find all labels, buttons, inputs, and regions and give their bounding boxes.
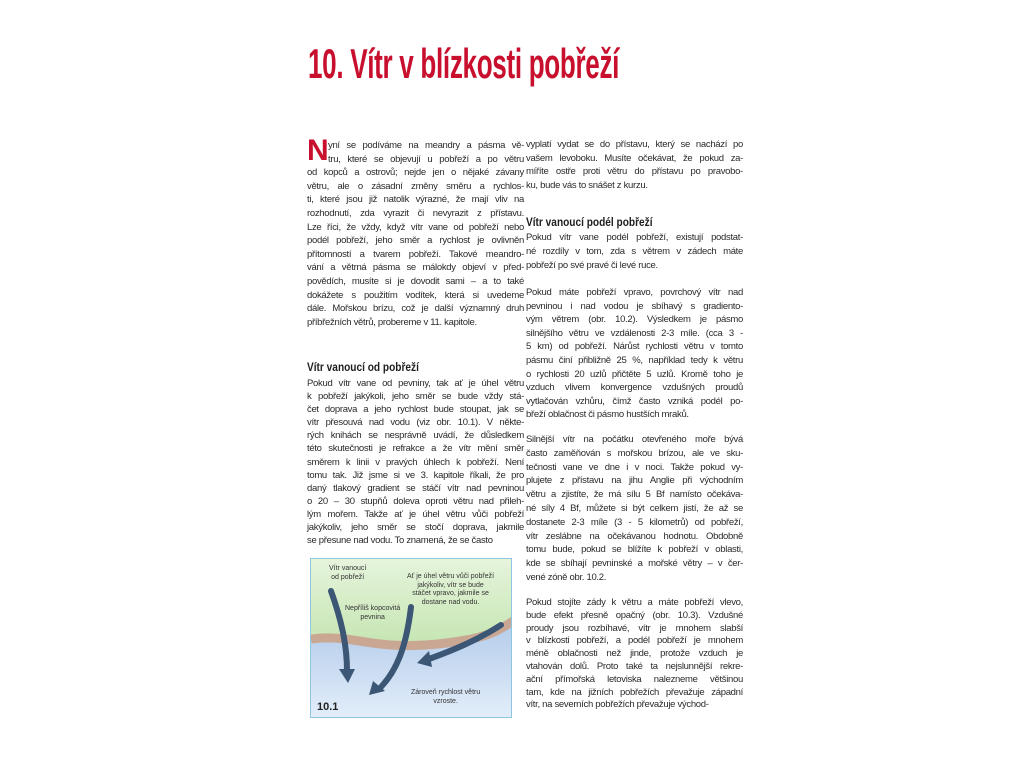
text-line: od kopců a ostrovů; nejde jen o nějaké závany [307, 167, 524, 179]
text-line: vání a větrná pásma se málokdy objeví v před- [307, 262, 524, 274]
text-line: vzduch vlivem konvergence vzdušných proudů [526, 382, 743, 394]
text-line: proudy jsou rozbíhavé, vítr je mnohem slabší [526, 622, 743, 634]
text-line: vašem levoboku. Musíte očekávat, že pokud za- [526, 152, 743, 164]
text-line: čet doprava a jeho rychlost bude stoupat, jak se [307, 404, 524, 416]
text-line: často zaměňován s mořskou brízou, ale ve sku- [526, 447, 743, 459]
section-heading-offshore: Vítr vanoucí od pobřeží [307, 362, 419, 374]
text-line: tru, které se objevují u pobřeží a po větru [328, 153, 524, 165]
text-line: směrem k linii v pravých úhlech k pobřeží. Není [307, 456, 524, 468]
text-line: pásmu činí přibližně 25 %, například tedy k větru [526, 354, 743, 366]
text-line: k pobřeží jakýkoli, jeho směr se bude vždy stá- [307, 391, 524, 403]
text-line: ku, bude vás to snášet z kurzu. [526, 179, 648, 191]
label-offshore: Vítr vanoucí od pobřeží [329, 565, 367, 581]
text-line: příbřežních větrů, probereme v 11. kapitole. [307, 316, 477, 328]
label-speed: Zároveň rychlost větru vzroste. [411, 689, 481, 705]
text-line: vítr, na severních pobřežích převažuje východ- [526, 699, 709, 711]
text-line: Pokud máte pobřeží vpravo, povrchový vítr nad [526, 287, 743, 298]
text-line: o rychlosti 20 uzlů přičtěte 5 uzlů. Kromě toho je [526, 368, 743, 380]
text-line: daný tlakový gradient se stáčí vítr nad pevninou [307, 482, 524, 494]
text-line: vítr přesouvá nad vodu (viz obr. 10.1). V někte- [307, 417, 524, 429]
text-line: této skutečnosti je refrakce a že vítr mění směr [307, 443, 524, 455]
text-line: tomu bude, pokud se blížíte k pobřeží v oblasti, [526, 544, 743, 556]
text-line: kde se sbíhají pevninské a mořské větry – v čer- [526, 558, 743, 570]
text-line: 5 km) od pobřeží. Nárůst rychlosti větru v tomto [526, 341, 743, 353]
text-line: v blízkosti pobřeží, a podél pobřeží je mnohem [526, 635, 743, 647]
text-line: Pokud vítr vane od pevniny, tak ať je úhel větru [307, 378, 524, 389]
offshore-paragraph [307, 377, 524, 547]
section-heading-alongshore: Vítr vanoucí podél pobřeží [526, 217, 653, 229]
text-line: né rozdíly v tom, zda s větrem v zádech máte [526, 246, 743, 257]
continued-paragraph [526, 138, 743, 192]
text-line: pobřeží po své pravé či levé ruce. [526, 260, 658, 271]
text-line: jakýkoliv, jeho směr se stočí doprava, jakmile [307, 522, 524, 534]
text-line: podél pobřeží, jeho směr a rychlost je ovlivněn [307, 235, 524, 247]
text-line: vítr zeslábne na očekávanou hodnotu. Obdobně [526, 530, 743, 542]
text-line: Silnější vítr na počátku otevřeného moře bývá [526, 434, 743, 445]
alongshore-paragraph-4 [526, 597, 743, 712]
text-line: silnějšího větru ve vzdálenosti 2-3 míle. (cca 3 - [526, 327, 743, 339]
text-line: míříte ostře proti větru do přístavu po pravobo- [526, 166, 743, 178]
text-line: dostanete 2-3 míle (3 - 5 kilometrů) od pobřeží, [526, 516, 743, 528]
text-line: vým větrem (obr. 10.2). Výsledkem je pásmo [526, 314, 743, 326]
alongshore-paragraph-2 [526, 286, 743, 422]
text-line: pevninou i nad vodou je sbíhavý s gradiento- [526, 300, 743, 312]
text-line: rozhodnutí, zda vyrazit či nevyrazit z přístavu. [307, 207, 524, 219]
text-line: vtahován dolů. Proto také ta nejslunnější rekre- [526, 660, 743, 672]
page-title: 10. Vítr v blízkosti pobřeží [308, 40, 620, 87]
text-line: povědích, musíte si je dovodit sami – a to také [307, 275, 524, 287]
text-line: větru a zjistíte, že má sílu 5 Bf namísto očekáva- [526, 489, 743, 501]
text-line: větru, ale o zásadní změny směru a rychlos- [307, 180, 524, 192]
text-line: méně oblačnosti než jinde, protože vzduch je [526, 648, 743, 660]
text-line: vené zóně obr. 10.2. [526, 571, 607, 583]
text-line: Lze říci, že vždy, když vítr vane od pobřeží nebo [307, 221, 524, 233]
label-land: Nepříliš kopcovitá pevnina [345, 605, 401, 621]
alongshore-paragraph-1 [526, 231, 743, 273]
text-line: ační přímořská letoviska nalezneme většinou [526, 673, 743, 685]
text-line: o 20 – 30 stupňů doleva oproti větru nad přileh- [307, 495, 524, 507]
text-line: břeží oblačnost či pásmo hustších mraků. [526, 409, 689, 421]
text-line: rých knihách se nesprávně uvádí, že důsledkem [307, 430, 524, 442]
text-line: tomu tak. Již jsme si ve 3. kapitole říkali, že pro [307, 469, 524, 481]
text-line: vytlačován vzhůru, čímž často vzniká podél po- [526, 395, 743, 407]
text-line: yní se podíváme na meandry a pásma vě- [328, 140, 524, 151]
text-line: tam, kde na jižních pobřežích převažuje západní [526, 686, 743, 698]
text-line: přítomností a tvarem pobřeží. Takové meandro- [307, 248, 524, 260]
alongshore-paragraph-3 [526, 433, 743, 585]
figure-number: 10.1 [317, 701, 339, 713]
text-line: plujete z přístavu na jihu Anglie při východním [526, 475, 743, 487]
text-line: dokážete s použitím vodítek, která si uvedeme [307, 289, 524, 301]
figure-10-1 [310, 558, 512, 718]
text-line: Pokud stojíte zády k větru a máte pobřeží vlevo, [526, 597, 743, 608]
text-line: Pokud vítr vane podél pobřeží, existují podstat- [526, 232, 743, 243]
text-line: lým mořem. Takže ať je úhel větru vůči pobřeží [307, 508, 524, 520]
label-angle: Ať je úhel větru vůči pobřeží jakýkoliv, vítr se bude stáčet vpravo, jakmile se dostane nad vodu. [407, 573, 495, 606]
text-line: ti, které jsou již natolik výrazné, že mají vliv na [307, 194, 524, 206]
intro-paragraph [307, 139, 524, 329]
text-line: vyplatí vydat se do přístavu, který se nachází po [526, 139, 743, 150]
text-line: né síly 4 Bf, můžete si být celkem jistí, že až se [526, 502, 743, 514]
text-line: bude efekt přesně opačný (obr. 10.3). Vzdušné [526, 609, 743, 621]
text-line: dále. Mořskou brízu, což je další významný druh [307, 303, 524, 315]
drop-cap: N [307, 134, 329, 167]
text-line: tečnosti vane ve dne i v noci. Takže pokud vy- [526, 461, 743, 473]
text-line: se přesune nad vodu. To znamená, že se často [307, 535, 493, 547]
